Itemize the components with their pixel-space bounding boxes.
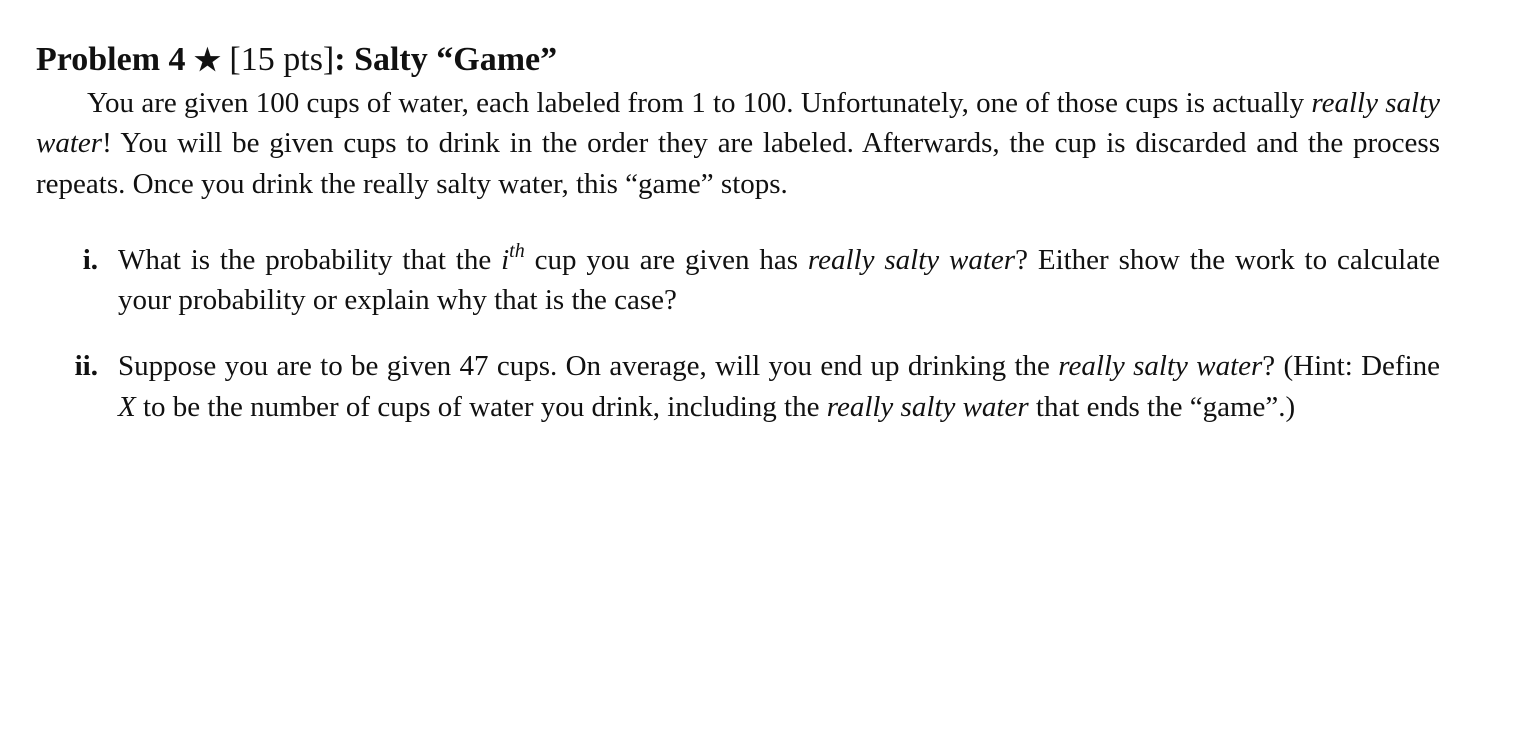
question-i-text-a: What is the probability that the: [118, 243, 502, 276]
question-list: [36, 240, 1440, 427]
question-ii-emphasis-2: really salty water: [826, 390, 1029, 423]
question-marker-ii: ii.: [74, 350, 98, 383]
intro-text-2: ! You will be given cups to drink in the order they are labeled. Afterwards, the cup is discarded and the process repeats. Once you drink the really salty water, this “game” stops.: [36, 127, 1440, 200]
question-ii-text-a: Suppose you are to be given 47 cups. On average, will you end up drinking the: [118, 350, 1059, 383]
points-label: [15 pts]: [229, 41, 335, 78]
question-ii-variable: X: [118, 390, 136, 423]
problem-title: [36, 38, 1440, 83]
question-i-variable: i: [501, 243, 510, 276]
question-item-i: [36, 240, 1440, 321]
question-marker-i: i.: [82, 243, 98, 276]
question-i-text-c: ? Either show the work to calculate your probability or explain why that is the case?: [118, 243, 1441, 317]
problem-page: [36, 38, 1440, 453]
question-i-text-b: cup you are given has: [524, 243, 808, 276]
question-ii-text-b: ? (Hint: Define: [1262, 350, 1440, 383]
question-i-superscript: th: [509, 239, 525, 262]
intro-emphasis: really salty water: [36, 87, 1440, 160]
question-item-ii: [36, 346, 1440, 427]
problem-name: : Salty “Game”: [334, 41, 558, 78]
problem-intro: [36, 83, 1440, 204]
intro-text-1: You are given 100 cups of water, each labeled from 1 to 100. Unfortunately, one of those cups is actually: [87, 87, 1312, 119]
question-ii-emphasis-1: really salty water: [1058, 350, 1263, 383]
question-ii-text-d: that ends the “game”.): [1028, 390, 1296, 423]
question-i-emphasis: really salty water: [807, 243, 1016, 276]
star-icon: ★: [194, 44, 221, 77]
problem-number: Problem 4: [36, 41, 186, 78]
question-ii-text-c: to be the number of cups of water you drink, including the: [135, 390, 827, 423]
